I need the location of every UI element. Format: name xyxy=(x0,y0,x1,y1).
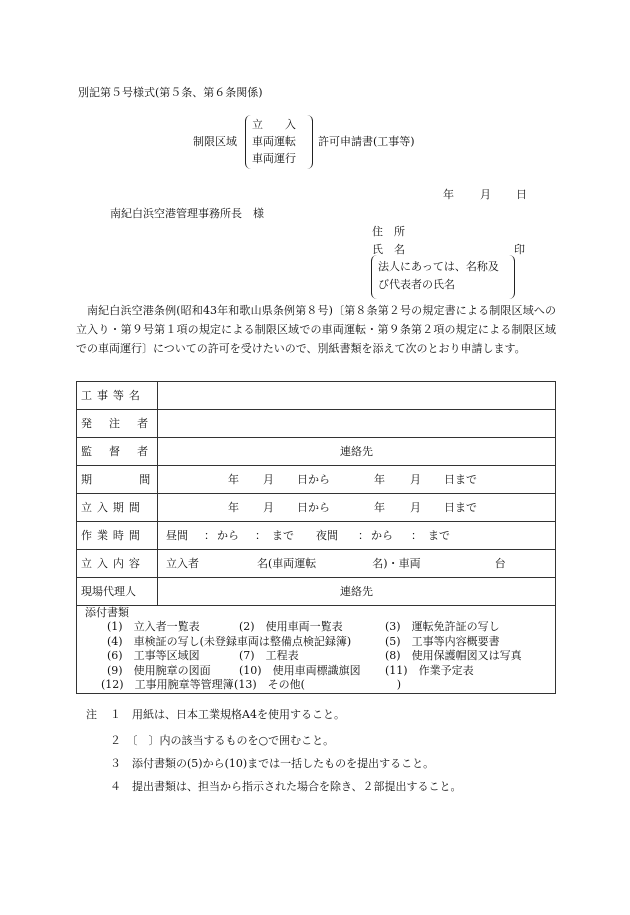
period-values xyxy=(162,473,551,486)
nighttime-until: まで xyxy=(428,528,450,542)
label-text: 期間 xyxy=(81,472,198,486)
note-item: ４ 提出書類は、担当から指示された場合を除き、２部提出すること。 xyxy=(110,780,462,793)
table-row xyxy=(77,438,556,466)
contact-label: 連絡先 xyxy=(340,444,373,458)
notes-label: 注 xyxy=(86,708,97,721)
label-text: 立入内容 xyxy=(81,556,145,570)
persons-vehicle-driving: 名(車両運転 xyxy=(257,556,317,570)
attachment-item: (3) 運転免許証の写し xyxy=(385,620,500,633)
period-end-month: 月 xyxy=(410,472,421,486)
contact-label: 連絡先 xyxy=(340,584,373,598)
attachment-row xyxy=(81,649,551,664)
work-hours-values xyxy=(162,529,551,542)
attachment-item: (9) 使用腕章の図面 xyxy=(107,663,211,677)
label-supervisor xyxy=(81,444,166,458)
entry-end-month: 月 xyxy=(410,500,421,514)
site-agent-field[interactable] xyxy=(158,578,556,606)
nighttime-start-colon: ： xyxy=(358,528,369,542)
attachment-item: (2) 使用車両一覧表 xyxy=(239,620,343,633)
label-entry-details xyxy=(81,557,153,570)
period-end-until: 日まで xyxy=(444,472,477,486)
attachment-item: (10) 使用車両標識旗図 xyxy=(239,663,361,677)
period-start-from: 日から xyxy=(297,472,330,486)
label-text: 工事等名 xyxy=(81,388,145,402)
label-site-agent xyxy=(81,585,153,598)
note-item: １ 用紙は、日本工業規格A4を使用すること。 xyxy=(110,708,345,721)
daytime-until: まで xyxy=(272,528,294,542)
form-number: 別記第５号様式(第５条、第６条関係) xyxy=(78,86,263,99)
entry-start-month: 月 xyxy=(263,500,274,514)
address-label: 住 所 xyxy=(372,225,405,238)
label-orderer xyxy=(81,416,166,430)
table-row xyxy=(77,466,556,494)
nighttime-label: 夜間 xyxy=(316,528,338,542)
application-statement: 南紀白浜空港条例(昭和43年和歌山県条例第８号)〔第８条第２号の規定書による制限区域への立入り・第９号第１項の規定による制限区域での車両運転・第９条第２項の規定による制限区域での車両運行〕についての許可を受けたいので、別紙書類を添えて次のとおり申請します。 xyxy=(76,304,556,355)
application-table xyxy=(76,381,556,694)
nighttime-end-colon: ： xyxy=(411,528,422,542)
label-text: 発注者 xyxy=(81,416,166,430)
attachment-row xyxy=(81,620,551,635)
entrant-label: 立入者 xyxy=(166,556,199,570)
attachment-item: (11) 作業予定表 xyxy=(385,663,474,677)
daytime-start-colon: ： xyxy=(204,528,215,542)
attachments-title: 添付書類 xyxy=(85,606,129,619)
seal-mark: 印 xyxy=(514,243,525,256)
daytime-from: から xyxy=(217,528,239,542)
period-start-month: 月 xyxy=(263,472,274,486)
label-work-hours xyxy=(81,529,153,542)
title-prefix: 制限区域 xyxy=(193,135,237,148)
entry-start-from: 日から xyxy=(297,500,330,514)
label-period xyxy=(81,472,198,486)
attachment-item: (12) 工事用腕章等管理簿 xyxy=(101,678,234,691)
label-text: 監督者 xyxy=(81,444,166,458)
project-name-field[interactable] xyxy=(158,382,556,410)
date-year: 年 xyxy=(443,188,454,201)
entry-period-values xyxy=(162,501,551,514)
note-item: ３ 添付書類の(5)から(10)までは一括したものを提出すること。 xyxy=(110,757,435,770)
date-month: 月 xyxy=(480,188,491,201)
label-text: 立入期間 xyxy=(81,500,145,514)
label-entry-period xyxy=(81,501,153,514)
attachment-item: (5) 工事等内容概要書 xyxy=(385,634,500,648)
attachment-row xyxy=(81,664,551,679)
table-row xyxy=(77,550,556,578)
label-project-name xyxy=(81,389,153,402)
entry-start-year: 年 xyxy=(228,500,239,514)
table-row xyxy=(77,522,556,550)
attachment-item: (7) 工程表 xyxy=(239,649,299,662)
attachment-item: ) xyxy=(396,678,402,691)
daytime-end-colon: ： xyxy=(255,528,266,542)
attachments-cell xyxy=(77,606,556,694)
work-hours-field[interactable] xyxy=(158,522,556,550)
attachment-item: (8) 使用保護帽図又は写真 xyxy=(385,649,522,662)
table-row xyxy=(77,578,556,606)
nighttime-from: から xyxy=(371,528,393,542)
entry-details-values xyxy=(162,557,551,570)
attachment-item: (1) 立入者一覧表 xyxy=(107,620,200,633)
entry-details-field[interactable] xyxy=(158,550,556,578)
vehicle-count-unit: 台 xyxy=(494,556,506,570)
entry-end-until: 日まで xyxy=(444,500,477,514)
corporation-note-line1: 法人にあっては、名称及 xyxy=(378,260,499,273)
attachment-item: (6) 工事等区域図 xyxy=(107,649,200,662)
period-end-year: 年 xyxy=(374,472,385,486)
attachment-item: (13) その他( xyxy=(234,678,305,691)
attachment-item: (4) 車検証の写し(未登録車両は整備点検記録簿) xyxy=(107,634,352,648)
orderer-field[interactable] xyxy=(158,410,556,438)
period-start-year: 年 xyxy=(228,472,239,486)
persons-vehicles: 名)・車両 xyxy=(372,556,421,570)
label-text: 作業時間 xyxy=(81,528,145,542)
date-day: 日 xyxy=(516,188,527,201)
supervisor-field[interactable] xyxy=(158,438,556,466)
table-row xyxy=(77,494,556,522)
corporation-note-line2: び代表者の氏名 xyxy=(378,278,455,291)
label-text: 現場代理人 xyxy=(81,584,136,598)
table-row xyxy=(77,410,556,438)
title-option-entry: 立 入 xyxy=(252,118,296,131)
title-option-drive: 車両運転 xyxy=(252,135,296,148)
attachment-row xyxy=(81,678,551,693)
title-suffix: 許可申請書(工事等) xyxy=(318,135,415,148)
period-field[interactable] xyxy=(158,466,556,494)
addressee: 南紀白浜空港管理事務所長 様 xyxy=(110,207,264,220)
entry-end-year: 年 xyxy=(374,500,385,514)
table-row xyxy=(77,606,556,694)
table-row xyxy=(77,382,556,410)
daytime-label: 昼間 xyxy=(166,528,188,542)
entry-period-field[interactable] xyxy=(158,494,556,522)
title-option-operate: 車両運行 xyxy=(252,152,296,165)
note-item: ２ 〔 〕内の該当するものを○で囲むこと。 xyxy=(110,734,335,747)
attachment-row xyxy=(81,635,551,650)
name-label: 氏 名 xyxy=(372,243,405,256)
